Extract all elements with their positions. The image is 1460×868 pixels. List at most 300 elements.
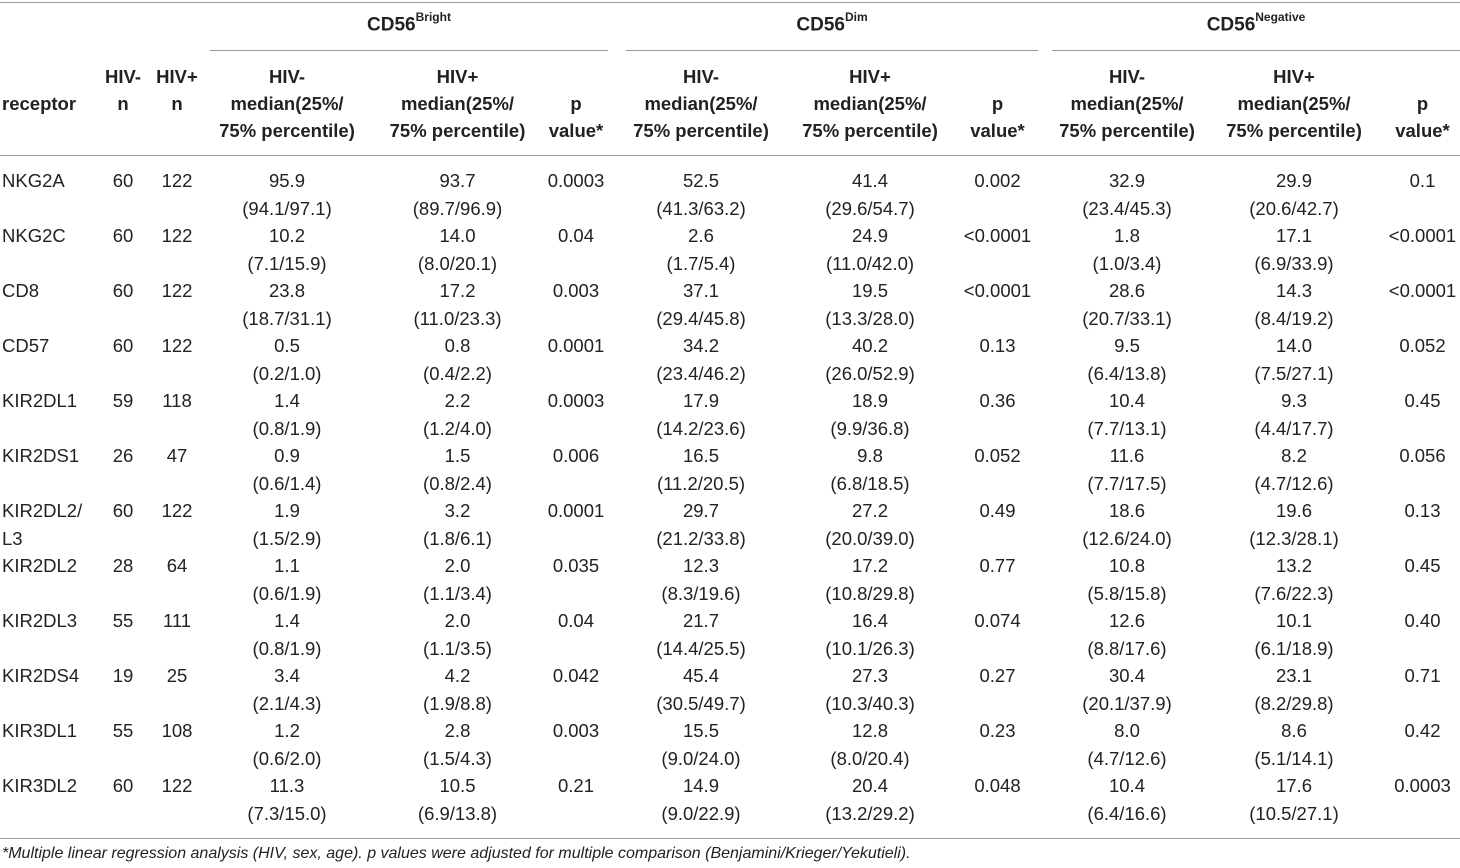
negative-hiv-neg-cell-line: (1.0/3.4) [1092, 252, 1162, 274]
negative-p-value-cell-line: 0.0003 [1394, 775, 1451, 796]
column-header-hiv-pos-median-line: HIV+ [1273, 66, 1315, 87]
dim-hiv-pos-cell-line: (10.3/40.3) [825, 692, 915, 714]
bright-hiv-neg-cell-line: (0.6/1.9) [252, 582, 322, 604]
hiv-pos-n-cell-line: 118 [162, 390, 192, 411]
dim-hiv-neg-cell [622, 277, 780, 332]
negative-hiv-pos-cell [1215, 442, 1373, 497]
hiv-pos-n-cell-line: 122 [161, 775, 193, 796]
negative-hiv-neg-cell [1048, 167, 1206, 222]
negative-p-value-cell-line: 0.13 [1404, 500, 1441, 521]
column-header-hiv-pos-median-line: median(25%/ [400, 93, 515, 114]
bright-hiv-pos-cell-line: 2.0 [444, 555, 471, 576]
dim-hiv-neg-cell [622, 772, 780, 827]
bright-hiv-pos-cell [375, 607, 540, 662]
dim-hiv-pos-cell-line: 20.4 [851, 775, 888, 796]
bright-hiv-neg-cell-line: 1.1 [274, 555, 300, 576]
dim-hiv-pos-cell-line: (29.6/54.7) [825, 197, 915, 219]
column-header-hiv-neg-median-line: HIV- [269, 66, 305, 87]
column-header-hiv-neg-n [98, 63, 148, 117]
dim-hiv-neg-cell-line: (11.2/20.5) [656, 472, 746, 494]
dim-hiv-neg-cell [622, 222, 780, 277]
bright-hiv-pos-cell-line: 14.0 [439, 225, 476, 246]
bright-hiv-pos-cell [375, 552, 540, 607]
group-header-base: CD56 [1206, 14, 1256, 36]
dim-hiv-neg-cell [622, 332, 780, 387]
dim-hiv-neg-cell-line: 16.5 [682, 445, 719, 466]
negative-p-value-cell [1380, 222, 1460, 250]
dim-p-value-cell-line: 0.052 [974, 445, 1021, 466]
bright-hiv-pos-cell [375, 222, 540, 277]
negative-p-value-cell [1380, 167, 1460, 195]
table-row [0, 387, 1460, 442]
dim-hiv-neg-cell-line: (9.0/22.9) [661, 802, 741, 824]
dim-p-value-cell [955, 552, 1040, 580]
bright-hiv-neg-cell [208, 277, 366, 332]
bright-hiv-neg-cell [208, 332, 366, 387]
dim-hiv-neg-cell [622, 662, 780, 717]
dim-hiv-neg-cell-line: 14.9 [682, 775, 719, 796]
dim-p-value-cell [955, 442, 1040, 470]
bright-hiv-neg-cell [208, 717, 366, 772]
table-top-rule [0, 2, 1460, 3]
negative-p-value-cell-line: 0.052 [1399, 335, 1446, 356]
column-header-hiv-neg-median-line: HIV- [1109, 66, 1145, 87]
bright-hiv-neg-cell [208, 222, 366, 277]
bright-p-value-cell [540, 167, 612, 195]
hiv-neg-n-cell [98, 552, 148, 580]
negative-hiv-neg-cell-line: 30.4 [1108, 665, 1145, 686]
receptor-cell [2, 662, 102, 690]
bright-hiv-pos-cell-line: (1.1/3.5) [423, 637, 492, 659]
negative-hiv-neg-cell-line: (6.4/16.6) [1087, 802, 1167, 824]
bright-hiv-neg-cell [208, 662, 366, 717]
negative-p-value-cell [1380, 662, 1460, 690]
column-header-hiv-pos-median [790, 63, 950, 144]
hiv-neg-n-cell [98, 772, 148, 800]
receptor-cell-line: KIR2DS1 [2, 445, 80, 466]
bright-hiv-neg-cell-line: 1.9 [274, 500, 300, 521]
bright-p-value-cell [540, 607, 612, 635]
dim-hiv-pos-cell-line: (11.0/42.0) [825, 252, 915, 274]
receptor-cell-line: KIR3DL1 [2, 720, 78, 741]
bright-hiv-neg-cell-line: 1.4 [274, 390, 300, 411]
dim-hiv-pos-cell [790, 277, 950, 332]
receptor-cell [2, 222, 102, 250]
table-header-rule [0, 155, 1460, 156]
bright-p-value-cell-line: 0.21 [557, 775, 594, 796]
negative-hiv-neg-cell-line: 28.6 [1108, 280, 1145, 301]
hiv-pos-n-cell-line: 122 [161, 225, 193, 246]
bright-p-value-cell [540, 387, 612, 415]
hiv-pos-n-cell [148, 222, 206, 250]
dim-hiv-pos-cell-line: (20.0/39.0) [825, 527, 915, 549]
negative-hiv-pos-cell-line: 8.2 [1281, 445, 1307, 466]
receptor-cell-line: KIR3DL2 [2, 775, 78, 796]
dim-hiv-neg-cell-line: (14.2/23.6) [656, 417, 746, 439]
negative-hiv-pos-cell-line: (7.6/22.3) [1254, 582, 1334, 604]
hiv-pos-n-cell-line: 108 [161, 720, 193, 741]
negative-hiv-neg-cell-line: (23.4/45.3) [1082, 197, 1172, 219]
negative-p-value-cell-line: 0.42 [1404, 720, 1441, 741]
dim-hiv-neg-cell-line: (8.3/19.6) [661, 582, 741, 604]
dim-hiv-pos-cell-line: (13.3/28.0) [825, 307, 915, 329]
bright-p-value-cell-line: 0.035 [552, 555, 600, 576]
dim-hiv-pos-cell [790, 387, 950, 442]
negative-hiv-pos-cell [1215, 332, 1373, 387]
bright-p-value-cell-line: 0.0001 [547, 335, 605, 356]
hiv-neg-n-cell-line: 55 [112, 610, 134, 631]
bright-hiv-pos-cell [375, 332, 540, 387]
negative-p-value-cell-line: 0.45 [1404, 390, 1441, 411]
dim-p-value-cell [955, 717, 1040, 745]
dim-p-value-cell-line: 0.23 [979, 720, 1016, 741]
negative-hiv-pos-cell [1215, 772, 1373, 827]
hiv-neg-n-cell [98, 662, 148, 690]
bright-hiv-neg-cell-line: (0.6/1.4) [252, 472, 322, 494]
column-header-hiv-pos-median [1215, 63, 1373, 144]
table-row [0, 497, 1460, 552]
hiv-neg-n-cell [98, 222, 148, 250]
negative-hiv-neg-cell-line: (20.7/33.1) [1082, 307, 1172, 329]
dim-hiv-neg-cell-line: 45.4 [682, 665, 719, 686]
group-header-base: CD56 [367, 14, 416, 36]
column-header-receptor [2, 90, 102, 117]
dim-hiv-neg-cell-line: 29.7 [682, 500, 719, 521]
negative-hiv-pos-cell-line: 17.6 [1275, 775, 1312, 796]
hiv-neg-n-cell [98, 717, 148, 745]
receptor-cell-line: KIR2DL3 [2, 610, 78, 631]
negative-p-value-cell-line: 0.45 [1404, 555, 1441, 576]
group-underline [626, 50, 1038, 51]
column-header-hiv-pos-n-line: HIV+ [156, 66, 198, 87]
negative-hiv-pos-cell-line: 9.3 [1281, 390, 1307, 411]
dim-hiv-pos-cell-line: 12.8 [851, 720, 888, 741]
dim-hiv-pos-cell-line: (13.2/29.2) [825, 802, 915, 824]
bright-hiv-pos-cell-line: (1.9/8.8) [423, 692, 492, 714]
bright-hiv-neg-cell-line: 23.8 [268, 280, 305, 301]
receptor-cell-line: NKG2C [2, 225, 66, 246]
bright-hiv-pos-cell-line: 17.2 [439, 280, 476, 301]
bright-hiv-pos-cell-line: (1.5/4.3) [423, 747, 492, 769]
column-header-p-value-line: p [991, 93, 1004, 114]
dim-hiv-pos-cell [790, 772, 950, 827]
hiv-pos-n-cell-line: 122 [161, 335, 193, 356]
dim-hiv-pos-cell-line: 27.2 [851, 500, 888, 521]
bright-hiv-neg-cell [208, 167, 366, 222]
hiv-neg-n-cell-line: 19 [112, 665, 134, 686]
bright-hiv-neg-cell-line: (1.5/2.9) [252, 527, 322, 549]
group-underline [210, 50, 608, 51]
negative-hiv-pos-cell [1215, 167, 1373, 222]
column-header-hiv-neg-median-line: 75% percentile) [1059, 120, 1195, 141]
receptor-cell-line: L3 [2, 527, 23, 549]
column-header-hiv-neg-median [1048, 63, 1206, 144]
bright-hiv-pos-cell-line: (6.9/13.8) [417, 802, 498, 824]
hiv-pos-n-cell-line: 111 [162, 610, 192, 631]
column-header-hiv-pos-median-line: HIV+ [849, 66, 891, 87]
negative-hiv-neg-cell-line: 32.9 [1108, 170, 1145, 191]
negative-p-value-cell [1380, 772, 1460, 800]
dim-hiv-pos-cell-line: 27.3 [851, 665, 888, 686]
bright-hiv-pos-cell-line: 4.2 [444, 665, 471, 686]
negative-hiv-pos-cell-line: (4.7/12.6) [1254, 472, 1334, 494]
bright-hiv-neg-cell-line: 11.3 [269, 775, 305, 796]
dim-p-value-cell [955, 387, 1040, 415]
dim-hiv-pos-cell [790, 607, 950, 662]
dim-hiv-neg-cell [622, 552, 780, 607]
negative-hiv-pos-cell [1215, 497, 1373, 552]
hiv-pos-n-cell [148, 167, 206, 195]
table-row [0, 717, 1460, 772]
receptor-cell-line: KIR2DL2/ [2, 500, 83, 521]
bright-p-value-cell [540, 442, 612, 470]
receptor-cell-line: CD57 [2, 335, 50, 356]
dim-hiv-pos-cell-line: 18.9 [851, 390, 888, 411]
receptor-cell-line: KIR2DS4 [2, 665, 80, 686]
bright-hiv-neg-cell-line: (7.1/15.9) [247, 252, 327, 274]
negative-hiv-pos-cell-line: 14.3 [1275, 280, 1312, 301]
dim-hiv-pos-cell [790, 662, 950, 717]
bright-hiv-pos-cell [375, 442, 540, 497]
negative-hiv-neg-cell [1048, 552, 1206, 607]
dim-hiv-neg-cell-line: 15.5 [682, 720, 719, 741]
dim-p-value-cell-line: 0.36 [979, 390, 1016, 411]
bright-p-value-cell [540, 277, 612, 305]
negative-p-value-cell [1380, 607, 1460, 635]
hiv-pos-n-cell [148, 332, 206, 360]
negative-hiv-neg-cell [1048, 607, 1206, 662]
group-underline [1052, 50, 1460, 51]
dim-p-value-cell-line: <0.0001 [963, 225, 1032, 246]
table-row [0, 552, 1460, 607]
negative-hiv-pos-cell [1215, 222, 1373, 277]
bright-p-value-cell [540, 497, 612, 525]
negative-hiv-pos-cell-line: (8.2/29.8) [1254, 692, 1334, 714]
bright-hiv-pos-cell [375, 772, 540, 827]
bright-hiv-pos-cell [375, 497, 540, 552]
dim-hiv-pos-cell-line: (26.0/52.9) [825, 362, 915, 384]
negative-hiv-neg-cell-line: 1.8 [1114, 225, 1140, 246]
hiv-neg-n-cell-line: 59 [112, 390, 134, 411]
bright-hiv-neg-cell-line: (0.6/2.0) [252, 747, 322, 769]
bright-hiv-pos-cell [375, 662, 540, 717]
bright-hiv-neg-cell [208, 607, 366, 662]
table-bottom-rule [0, 838, 1460, 839]
column-header-p-value [955, 90, 1040, 144]
hiv-pos-n-cell-line: 64 [166, 555, 188, 576]
negative-p-value-cell-line: <0.0001 [1388, 280, 1457, 301]
negative-hiv-neg-cell [1048, 497, 1206, 552]
negative-hiv-pos-cell-line: (8.4/19.2) [1254, 307, 1334, 329]
negative-hiv-neg-cell-line: (8.8/17.6) [1087, 637, 1167, 659]
column-header-p-value-line: value* [970, 120, 1025, 141]
negative-hiv-pos-cell-line: (10.5/27.1) [1249, 802, 1339, 824]
dim-hiv-neg-cell-line: (1.7/5.4) [666, 252, 736, 274]
group-header-base: CD56 [796, 14, 845, 36]
bright-hiv-pos-cell-line: 2.8 [444, 720, 471, 741]
negative-hiv-neg-cell-line: (6.4/13.8) [1087, 362, 1167, 384]
receptor-cell [2, 332, 102, 360]
negative-hiv-neg-cell-line: (7.7/17.5) [1087, 472, 1167, 494]
bright-hiv-pos-cell-line: (1.8/6.1) [423, 527, 492, 549]
bright-hiv-pos-cell-line: 1.5 [444, 445, 471, 466]
bright-hiv-pos-cell-line: 93.7 [439, 170, 476, 191]
hiv-pos-n-cell-line: 47 [166, 445, 188, 466]
bright-hiv-neg-cell-line: (94.1/97.1) [242, 197, 332, 219]
dim-p-value-cell-line: 0.002 [974, 170, 1021, 191]
negative-hiv-pos-cell-line: (6.9/33.9) [1254, 252, 1334, 274]
negative-p-value-cell-line: 0.40 [1404, 610, 1441, 631]
negative-hiv-pos-cell [1215, 607, 1373, 662]
receptor-cell [2, 552, 102, 580]
hiv-pos-n-cell [148, 277, 206, 305]
dim-hiv-pos-cell-line: 17.2 [851, 555, 888, 576]
bright-p-value-cell-line: 0.0003 [547, 390, 605, 411]
dim-p-value-cell [955, 772, 1040, 800]
negative-hiv-pos-cell-line: 10.1 [1275, 610, 1312, 631]
bright-hiv-neg-cell-line: 95.9 [268, 170, 305, 191]
table-row [0, 167, 1460, 222]
dim-hiv-neg-cell [622, 497, 780, 552]
dim-hiv-pos-cell-line: 41.4 [851, 170, 888, 191]
dim-hiv-pos-cell [790, 167, 950, 222]
bright-hiv-neg-cell-line: (18.7/31.1) [242, 307, 332, 329]
dim-hiv-neg-cell-line: 12.3 [682, 555, 719, 576]
column-header-p-value-line: p [570, 93, 582, 114]
negative-hiv-neg-cell-line: 10.4 [1108, 390, 1145, 411]
negative-hiv-neg-cell [1048, 717, 1206, 772]
receptor-cell [2, 442, 102, 470]
negative-hiv-neg-cell [1048, 332, 1206, 387]
receptor-cell [2, 717, 102, 745]
negative-hiv-pos-cell-line: (6.1/18.9) [1254, 637, 1334, 659]
dim-p-value-cell-line: 0.048 [974, 775, 1021, 796]
column-header-hiv-pos-median-line: 75% percentile) [389, 120, 526, 141]
receptor-cell [2, 277, 102, 305]
column-header-hiv-pos-median-line: 75% percentile) [1226, 120, 1362, 141]
dim-hiv-neg-cell-line: (29.4/45.8) [656, 307, 746, 329]
bright-hiv-pos-cell-line: (0.4/2.2) [423, 362, 492, 384]
negative-hiv-neg-cell-line: 12.6 [1108, 610, 1145, 631]
bright-hiv-neg-cell-line: (0.2/1.0) [252, 362, 322, 384]
negative-hiv-neg-cell-line: 10.8 [1108, 555, 1145, 576]
column-header-hiv-neg-median [622, 63, 780, 144]
hiv-neg-n-cell [98, 442, 148, 470]
column-header-hiv-pos-median-line: HIV+ [436, 66, 479, 87]
dim-hiv-pos-cell-line: 16.4 [851, 610, 888, 631]
receptor-cell [2, 607, 102, 635]
hiv-pos-n-cell [148, 772, 206, 800]
bright-hiv-neg-cell [208, 552, 366, 607]
dim-hiv-neg-cell [622, 387, 780, 442]
negative-hiv-neg-cell-line: 8.0 [1114, 720, 1140, 741]
negative-hiv-neg-cell [1048, 222, 1206, 277]
bright-hiv-pos-cell [375, 277, 540, 332]
bright-p-value-cell-line: 0.042 [552, 665, 600, 686]
column-header-hiv-pos-median-line: median(25%/ [1237, 93, 1351, 114]
column-header-hiv-pos-n-line: n [171, 93, 183, 114]
column-header-hiv-neg-median-line: 75% percentile) [633, 120, 769, 141]
dim-hiv-pos-cell [790, 497, 950, 552]
dim-hiv-pos-cell-line: (10.8/29.8) [825, 582, 915, 604]
dim-hiv-neg-cell [622, 167, 780, 222]
bright-hiv-neg-cell-line: (0.8/1.9) [252, 417, 322, 439]
dim-hiv-neg-cell-line: (41.3/63.2) [656, 197, 746, 219]
hiv-neg-n-cell-line: 60 [112, 170, 134, 191]
dim-hiv-pos-cell [790, 442, 950, 497]
dim-hiv-neg-cell-line: 2.6 [688, 225, 714, 246]
bright-hiv-pos-cell [375, 717, 540, 772]
column-header-p-value-line: value* [548, 120, 604, 141]
column-header-hiv-neg-median [208, 63, 366, 144]
dim-p-value-cell [955, 222, 1040, 250]
negative-hiv-pos-cell-line: 23.1 [1275, 665, 1312, 686]
hiv-pos-n-cell [148, 442, 206, 470]
receptor-cell-line: NKG2A [2, 170, 65, 191]
hiv-neg-n-cell [98, 332, 148, 360]
hiv-neg-n-cell [98, 497, 148, 525]
negative-p-value-cell [1380, 717, 1460, 745]
negative-hiv-neg-cell-line: (12.6/24.0) [1082, 527, 1172, 549]
dim-hiv-pos-cell-line: (9.9/36.8) [830, 417, 910, 439]
column-header-p-value [540, 90, 612, 144]
bright-hiv-neg-cell-line: (2.1/4.3) [252, 692, 322, 714]
receptor-cell-line: KIR2DL1 [2, 390, 78, 411]
column-header-hiv-pos-median-line: median(25%/ [813, 93, 927, 114]
negative-hiv-pos-cell-line: (5.1/14.1) [1254, 747, 1334, 769]
bright-hiv-pos-cell-line: 2.2 [444, 390, 471, 411]
negative-hiv-neg-cell-line: 9.5 [1114, 335, 1140, 356]
dim-hiv-pos-cell-line: (10.1/26.3) [825, 637, 915, 659]
dim-hiv-neg-cell [622, 717, 780, 772]
dim-p-value-cell-line: 0.77 [979, 555, 1016, 576]
dim-hiv-neg-cell-line: (14.4/25.5) [656, 637, 746, 659]
dim-hiv-pos-cell-line: (6.8/18.5) [830, 472, 910, 494]
hiv-neg-n-cell-line: 60 [112, 500, 134, 521]
negative-hiv-neg-cell [1048, 442, 1206, 497]
bright-hiv-pos-cell-line: (89.7/96.9) [412, 197, 503, 219]
bright-p-value-cell-line: 0.006 [552, 445, 600, 466]
dim-hiv-neg-cell-line: (23.4/46.2) [656, 362, 746, 384]
bright-hiv-neg-cell-line: 0.9 [274, 445, 300, 466]
dim-hiv-pos-cell [790, 552, 950, 607]
hiv-neg-n-cell-line: 28 [112, 555, 134, 576]
negative-p-value-cell [1380, 277, 1460, 305]
column-header-hiv-neg-median-line: HIV- [683, 66, 719, 87]
receptor-cell [2, 497, 102, 552]
negative-hiv-pos-cell-line: (12.3/28.1) [1249, 527, 1339, 549]
dim-hiv-pos-cell-line: 40.2 [851, 335, 888, 356]
dim-hiv-neg-cell [622, 607, 780, 662]
group-header-negative [1052, 12, 1460, 36]
negative-hiv-pos-cell-line: 19.6 [1275, 500, 1312, 521]
column-header-hiv-neg-median-line: median(25%/ [1070, 93, 1184, 114]
dim-hiv-neg-cell-line: (21.2/33.8) [656, 527, 746, 549]
negative-p-value-cell [1380, 332, 1460, 360]
bright-hiv-neg-cell-line: 0.5 [274, 335, 300, 356]
negative-hiv-neg-cell [1048, 662, 1206, 717]
bright-hiv-pos-cell-line: (1.1/3.4) [423, 582, 492, 604]
dim-p-value-cell-line: 0.27 [979, 665, 1016, 686]
hiv-pos-n-cell-line: 25 [166, 665, 188, 686]
bright-p-value-cell [540, 332, 612, 360]
bright-p-value-cell-line: 0.04 [557, 610, 594, 631]
table-footnote: *Multiple linear regression analysis (HIV, sex, age). p values were adjusted for multiple comparison (Benjamini/Krieger/Yekutieli). [2, 845, 911, 862]
table-row [0, 442, 1460, 497]
group-header-dim [626, 12, 1038, 36]
bright-p-value-cell-line: 0.003 [552, 720, 600, 741]
bright-hiv-pos-cell-line: 3.2 [444, 500, 471, 521]
